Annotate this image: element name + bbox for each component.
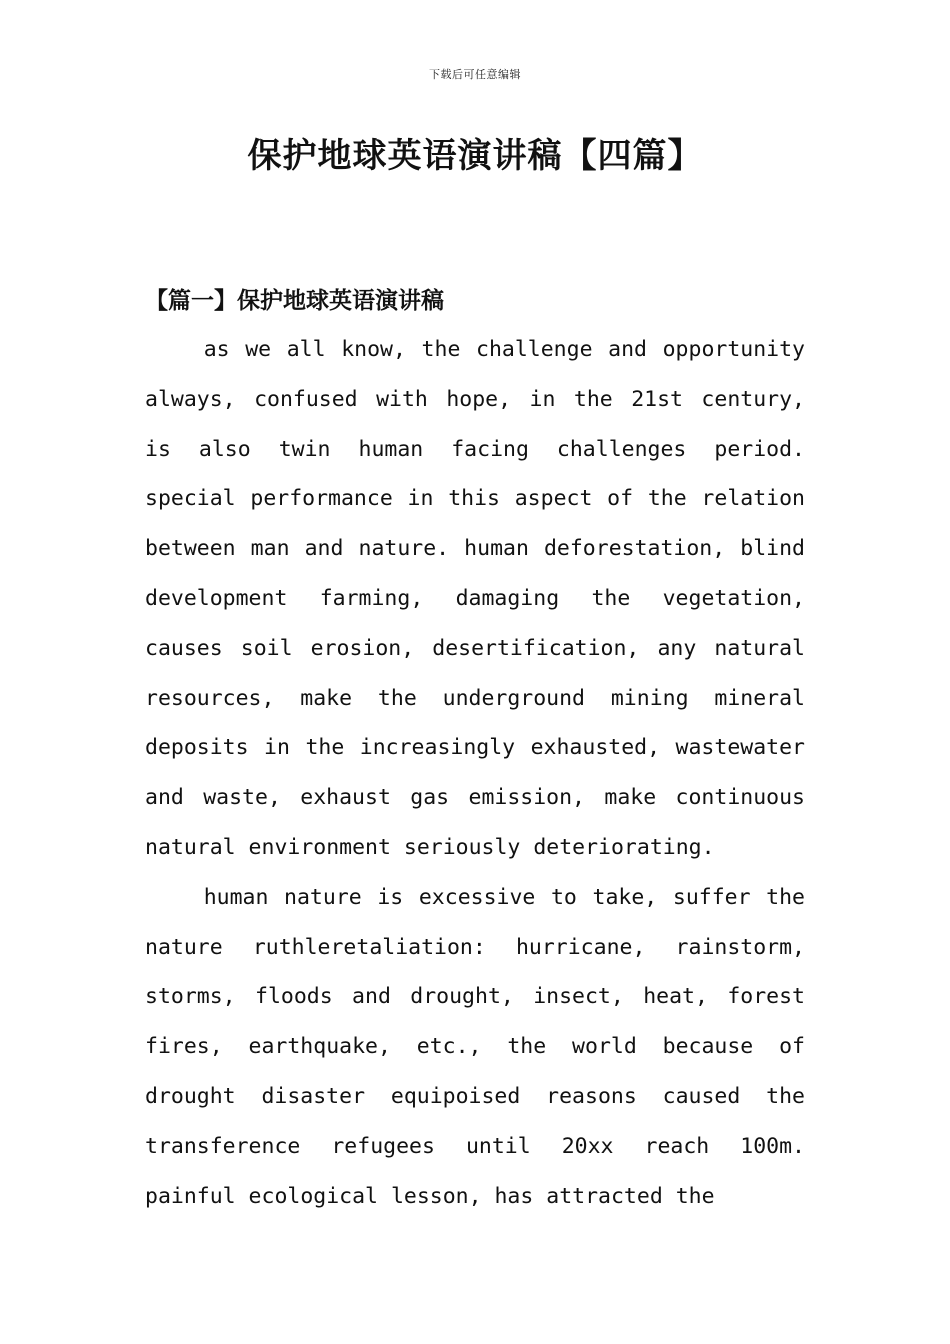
paragraph-2: human nature is excessive to take, suffer the nature ruthleretaliation: hurricane, rainstorm, storms, floods and drought, insect, heat, forest fires, earthquake, etc., the world because of drought disaster equipoised reasons caused the transference refugees until 20xx reach 100m. painful ecological lesson, has attracted the <box>145 884 805 1209</box>
paragraph-1: as we all know, the challenge and opportunity always, confused with hope, in the 21st century, is also twin human facing challenges period. special performance in this aspect of the relation between man and nature. human deforestation, blind development farming, damaging the vegetation, causes soil erosion, desertification, any natural resources, make the underground mining mineral deposits in the increasingly exhausted, wastewater and waste, exhaust gas emission, make continuous natural environment seriously deteriorating. <box>145 337 805 860</box>
section-heading: 【篇一】保护地球英语演讲稿 <box>145 287 444 314</box>
header-note: 下载后可任意编辑 <box>429 68 521 81</box>
document-title: 保护地球英语演讲稿【四篇】 <box>247 136 703 176</box>
section-body <box>145 325 805 1221</box>
